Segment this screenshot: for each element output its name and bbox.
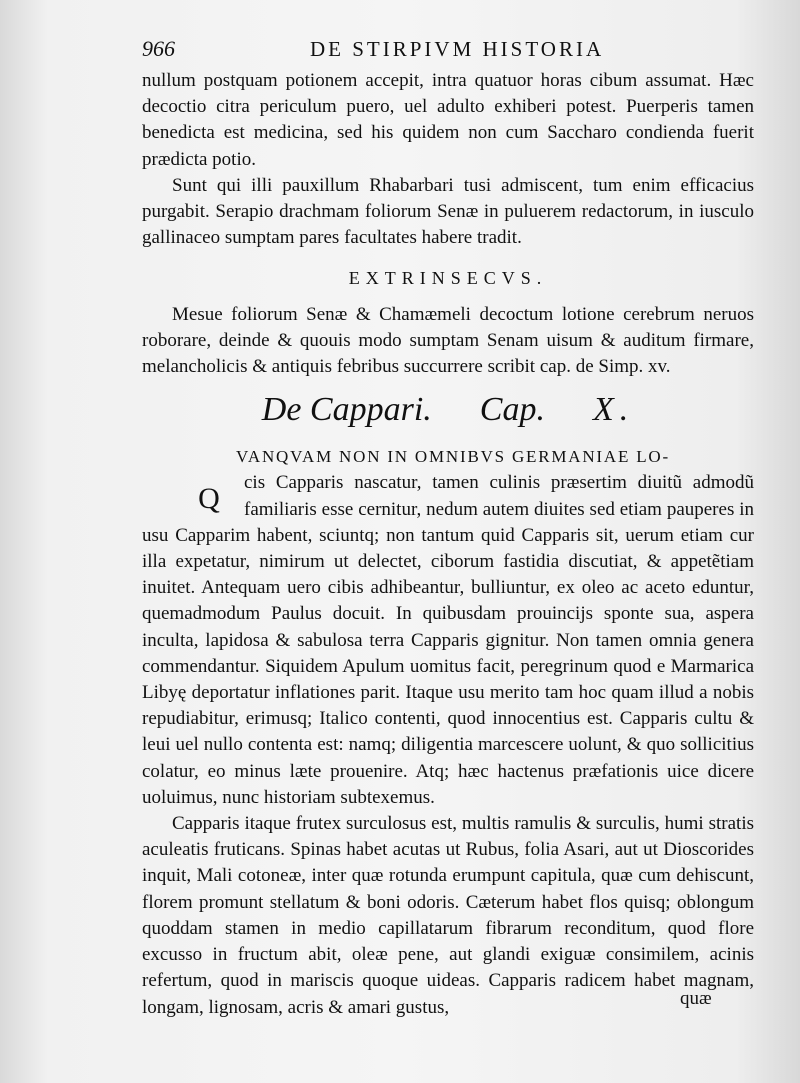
page-header: [142, 36, 754, 68]
paragraph-capparis-description: Capparis itaque frutex surculosus est, multis ramulis & surculis, humi stratis aculeatis fruticans. Spinas habet acutas ut Rubus, folia Asari, aut ut Dioscorides inquit, Mali cotoneæ, inter quæ rotunda erumpunt capitula, quæ cum dehiscunt, florem promunt stellatum & boni odoris. Cæterum habet flos quisq; oblongum quoddam stamen in medio capillatarum fibrarum reconditum, quod flore excusso in fructum abit, oleæ pene, aut glandi exiguæ consimilem, acinis refertum, quod in mariscis quoque uideas. Capparis radicem habet magnam, longam, lignosam, acris & amari gustus,: [142, 813, 754, 1018]
running-title: DE STIRPIVM HISTORIA: [310, 37, 605, 61]
catchword: quæ: [680, 988, 712, 1009]
paragraph-rhabarbarum: Sunt qui illi pauxillum Rhabarbari tusi admiscent, tum enim efficacius purgabit. Serapio drachmam foliorum Senæ in puluerem redactorum, in iusculo gallinaceo sumptam pares facultates habere tradit.: [142, 174, 754, 249]
chapter-heading: [142, 390, 754, 430]
page-text-block: [142, 36, 754, 1021]
chapter-intro: [142, 444, 754, 811]
chapter-title: De Cappari.: [261, 391, 432, 429]
paragraph-decoction-usage: nullum postquam potionem accepit, intra quatuor horas cibum assumat. Hæc decoctio citra periculum puero, uel adulto exhiberi potest. Puerperis tamen benedicta est medicina, sed his quidem non cum Saccharo condienda fuerit prædicta potio.: [142, 70, 754, 170]
section-heading-extrinsecus: EXTRINSECVS.: [348, 268, 548, 289]
paragraph-extrinsecus: Mesue foliorum Senæ & Chamæmeli decoctum lotione cerebrum neruos roborare, deinde & quouis modo sumptam Senam uisum & auditum firmare, melancholicis & antiquis febribus succurrere scribit cap. de Simp. xv.: [142, 303, 754, 378]
chapter-number: X.: [592, 391, 635, 429]
drop-initial-letter: Q: [198, 482, 220, 516]
chapter-opening-capitals: VANQVAM NON IN OMNIBVS GERMANIAE LO-: [236, 447, 670, 467]
paragraph-chapter-intro: cis Capparis nascatur, tamen culinis præsertim diuitũ admodũ familiaris esse cernitur, nedum autem diuites sed etiam pauperes in usu Capparim habent, sciuntq; non tantum quid Capparis sit, uerum etiam cur illa expetatur, nimirum ut delectet, ciborum fastidia discutiat, & appetẽtiam inuitet. Antequam uero cibis adhibeantur, bulliuntur, ex oleo ac aceto eduntur, quemadmodum Paulus docuit. In quibusdam prouincijs sponte sua, aspera inculta, lapidosa & sabulosa terra Capparis gignitur. Non tamen omnia genera commendantur. Siquidem Apulum uomitus facit, peregrinum quod e Marmarica Libyę deportatur inflationes parit. Itaque usu merito tam hoc quam illud a nobis repudiabitur, erimusq; Italico contenti, quod innocentius est. Capparis cultu & leui uel nullo contenta est: namq; diligentia marcescere uolunt, & quo sollicitius colatur, eo minus læte prouenire. Atq; hæc hactenus præfationis uice dicere uoluimus, nunc historiam subtexemus.: [142, 472, 754, 808]
chapter-cap-label: Cap.: [479, 391, 545, 429]
page-number: 966: [142, 36, 175, 61]
